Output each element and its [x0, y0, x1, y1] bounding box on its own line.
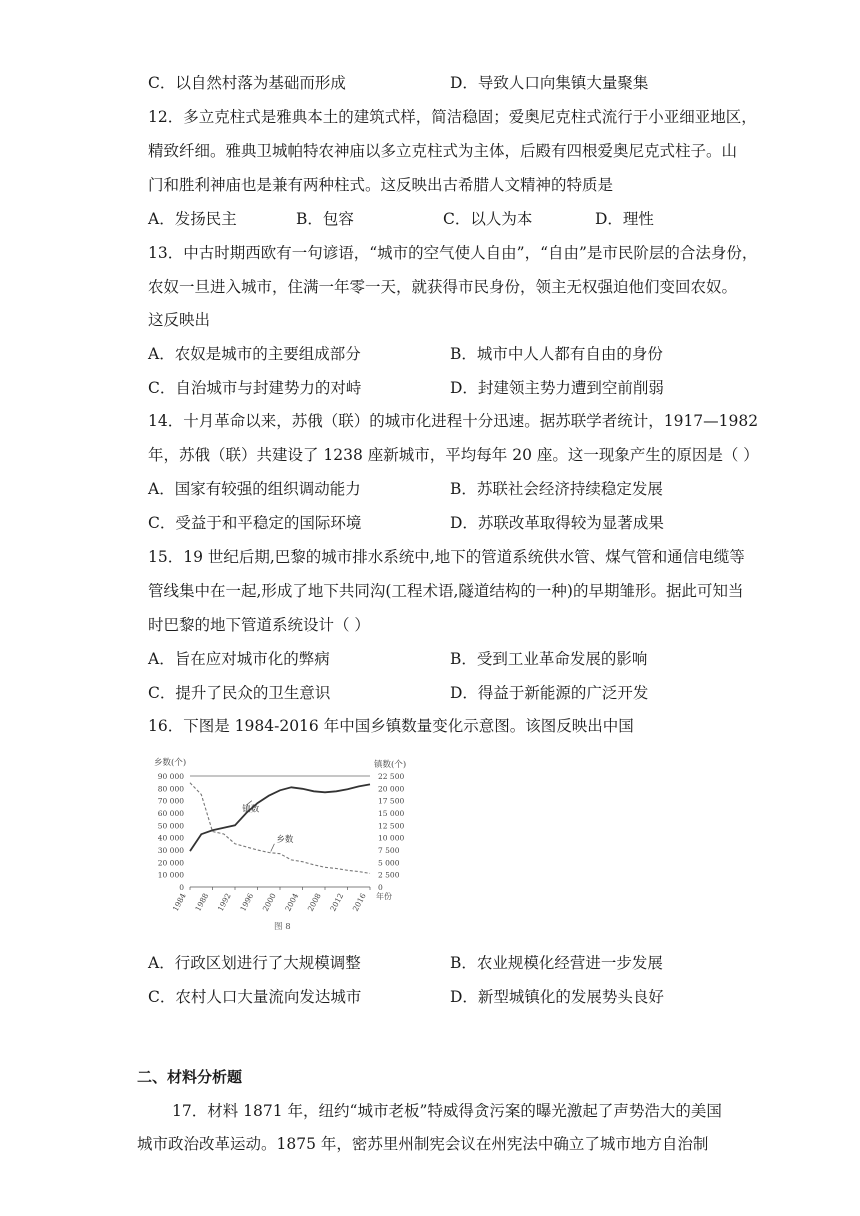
q13-option-a: A．农奴是城市的主要组成部分	[148, 345, 361, 363]
x-tick-label: 2000	[260, 891, 278, 913]
q15-option-b: B．受到工业革命发展的影响	[450, 650, 648, 668]
q15-stem-line-1: 15．19 世纪后期,巴黎的城市排水系统中,地下的管道系统供水管、煤气管和通信电缆等	[148, 548, 745, 566]
left-tick-label: 0	[179, 883, 184, 892]
series-label-towns: 镇数	[242, 804, 260, 815]
left-tick-label: 80 000	[157, 784, 184, 794]
right-tick-label: 20 000	[378, 784, 405, 794]
q12-option-c: C．以人为本	[443, 210, 533, 228]
x-tick-label: 1996	[238, 891, 256, 913]
x-tick-label: 2016	[350, 891, 368, 913]
q15-option-c: C．提升了民众的卫生意识	[148, 684, 331, 702]
q16-option-c: C．农村人口大量流向发达城市	[148, 988, 362, 1006]
q17-line-1: 17．材料 1871 年，纽约“城市老板”特威得贪污案的曝光激起了声势浩大的美国	[172, 1102, 722, 1120]
series-line-townships	[190, 783, 370, 874]
x-tick-label: 1984	[170, 891, 188, 913]
right-tick-label: 22 500	[378, 772, 405, 781]
right-tick-label: 12 500	[378, 821, 405, 831]
x-axis-unit: 年份	[376, 892, 392, 901]
left-tick-label: 10 000	[157, 870, 184, 880]
x-tick-label: 2012	[328, 891, 346, 913]
right-tick-label: 7 500	[378, 846, 400, 855]
q15-option-a: A．旨在应对城市化的弊病	[148, 650, 330, 668]
chart-caption: 图 8	[274, 922, 291, 932]
right-tick-label: 17 500	[378, 796, 405, 806]
q16-option-b: B．农业规模化经营进一步发展	[450, 954, 663, 972]
x-tick-label: 1992	[215, 891, 233, 913]
q15-stem-line-3: 时巴黎的地下管道系统设计（ ）	[148, 616, 370, 634]
left-tick-label: 20 000	[157, 858, 184, 868]
q16-option-a: A．行政区划进行了大规模调整	[148, 954, 361, 972]
right-tick-label: 2 500	[378, 870, 400, 880]
q15-option-d: D．得益于新能源的广泛开发	[450, 684, 649, 702]
q13-option-d: D．封建领主势力遭到空前削弱	[450, 379, 664, 397]
left-tick-label: 70 000	[157, 796, 184, 806]
right-tick-label: 10 000	[378, 833, 405, 843]
q16-stem: 16．下图是 1984-2016 年中国乡镇数量变化示意图。该图反映出中国	[148, 717, 634, 735]
q11-option-d: D．导致人口向集镇大量聚集	[450, 74, 649, 92]
q13-stem-line-2: 农奴一旦进入城市，住满一年零一天，就获得市民身份，领主无权强迫他们变回农奴。	[148, 278, 738, 296]
township-label-leader	[271, 844, 275, 852]
right-tick-label: 15 000	[378, 809, 405, 818]
q16-option-d: D．新型城镇化的发展势头良好	[450, 988, 664, 1006]
left-tick-label: 30 000	[157, 846, 184, 855]
q12-option-d: D．理性	[595, 210, 654, 228]
section-title: 二、材料分析题	[137, 1068, 243, 1086]
q12-option-b: B．包容	[296, 210, 354, 228]
series-label-townships: 乡数	[276, 834, 294, 845]
q14-stem-line-2: 年，苏俄（联）共建设了 1238 座新城市，平均每年 20 座。这一现象产生的原因是（ ）	[148, 446, 759, 464]
right-axis-label: 镇数(个)	[374, 760, 407, 770]
q14-option-b: B．苏联社会经济持续稳定发展	[450, 480, 663, 498]
q12-option-a: A．发扬民主	[148, 210, 237, 228]
q13-stem-line-3: 这反映出	[148, 311, 211, 329]
left-tick-label: 40 000	[157, 833, 184, 843]
township-count-chart	[140, 748, 420, 938]
left-axis-label: 乡数(个)	[154, 758, 187, 768]
right-tick-label: 0	[378, 883, 383, 892]
q14-option-d: D．苏联改革取得较为显著成果	[450, 514, 664, 532]
q12-stem-line-1: 12．多立克柱式是雅典本土的建筑式样，简洁稳固；爱奥尼克柱式流行于小亚细亚地区，	[148, 108, 757, 126]
x-tick-label: 2004	[283, 891, 301, 913]
q14-option-c: C．受益于和平稳定的国际环境	[148, 514, 362, 532]
q13-option-b: B．城市中人人都有自由的身份	[450, 345, 663, 363]
left-tick-label: 50 000	[157, 821, 184, 831]
q15-stem-line-2: 管线集中在一起,形成了地下共同沟(工程术语,隧道结构的一种)的早期雏形。据此可知当	[148, 582, 744, 600]
q17-line-2: 城市政治改革运动。1875 年，密苏里州制宪会议在州宪法中确立了城市地方自治制	[137, 1135, 709, 1153]
x-tick-label: 2008	[305, 891, 323, 913]
q12-stem-line-3: 门和胜利神庙也是兼有两种柱式。这反映出古希腊人文精神的特质是	[148, 176, 614, 194]
q13-stem-line-1: 13．中古时期西欧有一句谚语，“城市的空气使人自由”，“自由”是市民阶层的合法身份，	[148, 244, 758, 262]
x-tick-label: 1988	[193, 891, 211, 913]
q14-option-a: A．国家有较强的组织调动能力	[148, 480, 361, 498]
q12-stem-line-2: 精致纤细。雅典卫城帕特农神庙以多立克柱式为主体，后殿有四根爱奥尼克式柱子。山	[148, 142, 738, 160]
right-tick-label: 5 000	[378, 858, 400, 868]
q13-option-c: C．自治城市与封建势力的对峙	[148, 379, 362, 397]
left-tick-label: 60 000	[157, 809, 184, 818]
q11-option-c: C．以自然村落为基础而形成	[148, 74, 346, 92]
left-tick-label: 90 000	[157, 772, 184, 781]
q14-stem-line-1: 14．十月革命以来，苏俄（联）的城市化进程十分迅速。据苏联学者统计，1917—1982	[148, 412, 759, 430]
